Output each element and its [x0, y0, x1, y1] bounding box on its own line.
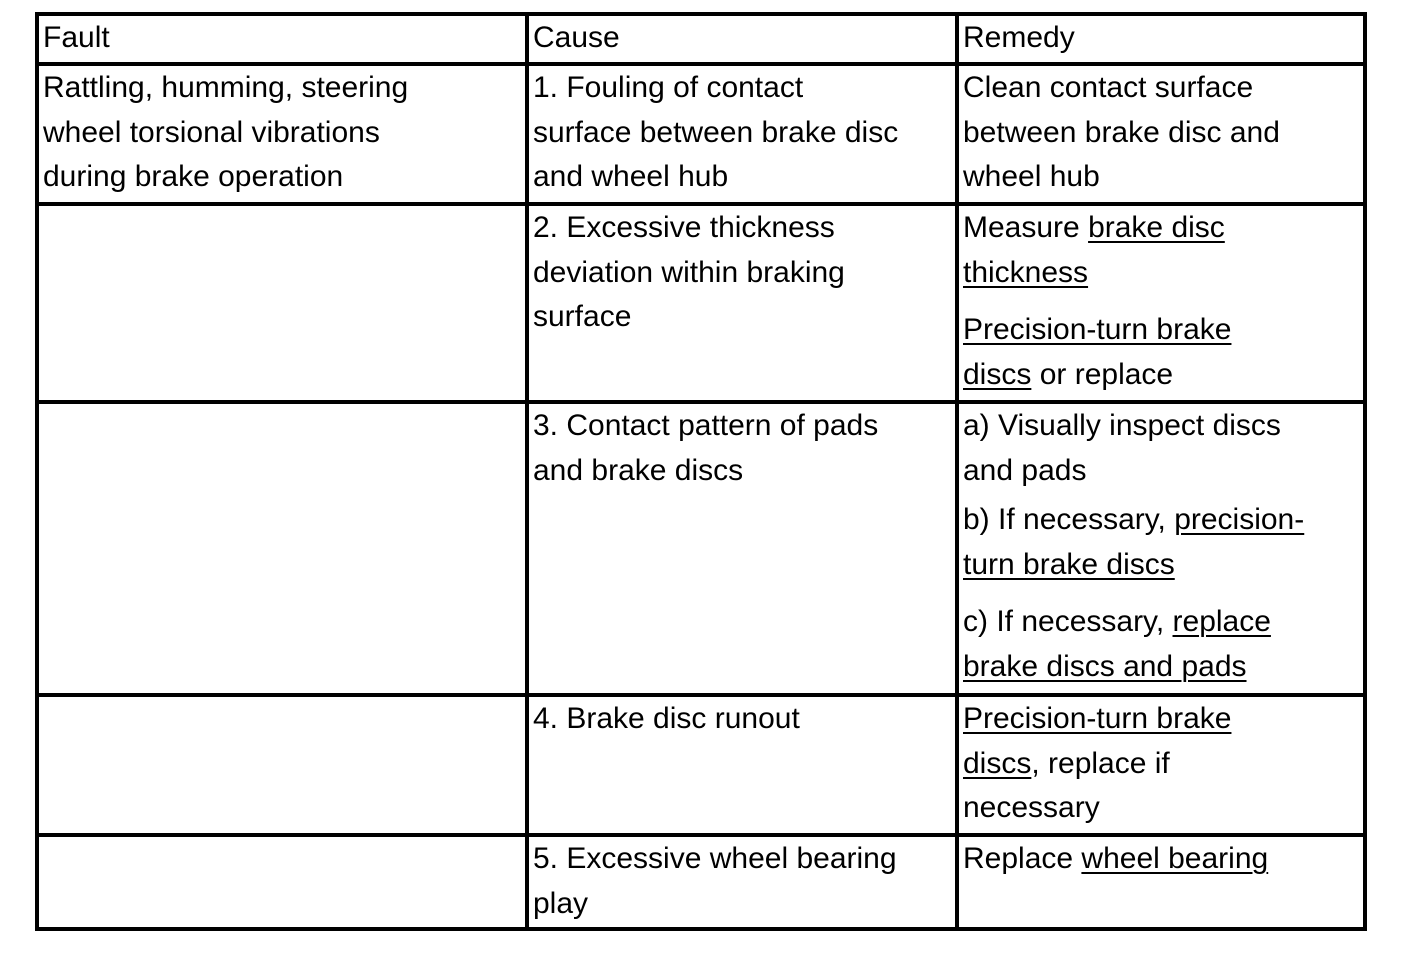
remedy-text: Replace [963, 842, 1082, 875]
table-header-row [37, 14, 1365, 64]
cause-text-line: 4. Brake disc runout [533, 702, 800, 735]
cause-cell [527, 402, 957, 695]
precision-turn-link[interactable]: Precision-turn brake [963, 702, 1232, 735]
remedy-text: c) If necessary, [963, 605, 1173, 638]
remedy-text-line [963, 742, 1359, 787]
remedy-text-line [963, 837, 1359, 882]
table-row [37, 695, 1365, 835]
remedy-text-line [963, 600, 1359, 645]
remedy-text-line [963, 308, 1359, 353]
precision-turn-link[interactable]: precision- [1174, 503, 1305, 536]
cause-text-line: and wheel hub [533, 160, 729, 193]
replace-discs-pads-link-cont[interactable]: brake discs and pads [963, 649, 1247, 683]
cause-text-line: 5. Excessive wheel bearing [533, 842, 897, 875]
remedy-cell [957, 64, 1365, 204]
remedy-text-line [963, 543, 1359, 588]
fault-text-line: wheel torsional vibrations [43, 115, 380, 149]
remedy-cell [957, 695, 1365, 835]
fault-table [35, 12, 1367, 931]
replace-discs-pads-link[interactable]: replace [1172, 605, 1271, 638]
fault-cell-empty [37, 695, 527, 835]
remedy-text-line [963, 206, 1359, 251]
cause-cell [527, 695, 957, 835]
fault-text-line: during brake operation [43, 160, 344, 193]
remedy-text-line: Clean contact surface [963, 71, 1254, 104]
remedy-cell [957, 835, 1365, 929]
cause-text-line: play [533, 886, 589, 920]
fault-cell-empty [37, 204, 527, 402]
fault-cell-empty [37, 402, 527, 695]
remedy-cell [957, 402, 1365, 695]
remedy-text-line [963, 498, 1359, 543]
precision-turn-link-cont[interactable]: discs [963, 357, 1032, 391]
remedy-text-line [963, 697, 1359, 742]
cause-cell [527, 835, 957, 929]
cause-text-line: 2. Excessive thickness [533, 211, 835, 244]
cause-cell [527, 204, 957, 402]
remedy-text-line [963, 353, 1359, 398]
header-fault: Fault [37, 14, 527, 64]
remedy-text-line: and pads [963, 453, 1087, 487]
header-remedy: Remedy [957, 14, 1365, 64]
fault-text-line: Rattling, humming, steering [43, 71, 409, 104]
remedy-text: or replace [1031, 357, 1174, 391]
remedy-text-line: a) Visually inspect discs [963, 409, 1281, 442]
brake-disc-thickness-link-cont[interactable]: thickness [963, 255, 1089, 289]
cause-text-line: 3. Contact pattern of pads [533, 409, 879, 442]
wheel-bearing-link[interactable]: wheel bearing [1081, 842, 1269, 875]
remedy-text: , replace if [1031, 746, 1170, 780]
precision-turn-link-cont[interactable]: discs [963, 746, 1032, 780]
remedy-text-line: between brake disc and [963, 115, 1280, 149]
remedy-text-line [963, 645, 1359, 690]
remedy-text: Measure [963, 211, 1089, 244]
cause-cell [527, 64, 957, 204]
remedy-text-line: necessary [963, 791, 1100, 824]
fault-cell-empty [37, 835, 527, 929]
header-cause: Cause [527, 14, 957, 64]
table-row [37, 204, 1365, 402]
precision-turn-link-cont[interactable]: turn brake discs [963, 547, 1175, 581]
table-row [37, 402, 1365, 695]
remedy-text-line [963, 251, 1359, 296]
cause-text-line: 1. Fouling of contact [533, 71, 804, 104]
precision-turn-link[interactable]: Precision-turn brake [963, 313, 1232, 346]
remedy-cell [957, 204, 1365, 402]
table-row [37, 835, 1365, 929]
remedy-text: b) If necessary, [963, 503, 1175, 536]
cause-text-line: deviation within braking [533, 255, 845, 289]
brake-disc-thickness-link[interactable]: brake disc [1088, 211, 1225, 244]
table-row [37, 64, 1365, 204]
cause-text-line: surface between brake disc [533, 115, 899, 149]
cause-text-line: surface [533, 300, 632, 333]
cause-text-line: and brake discs [533, 453, 744, 487]
fault-cell [37, 64, 527, 204]
remedy-text-line: wheel hub [963, 160, 1100, 193]
